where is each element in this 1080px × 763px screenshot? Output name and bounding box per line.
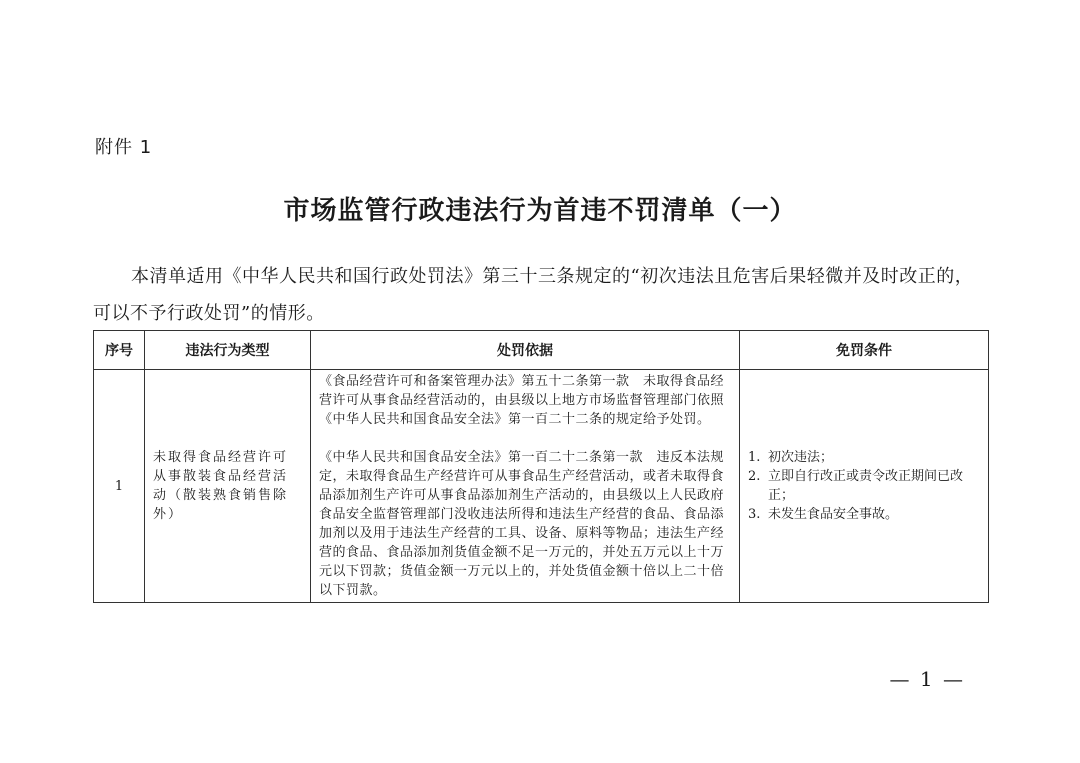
condition-item	[748, 467, 980, 505]
header-penalty-basis: 处罚依据	[311, 331, 740, 370]
page-number: — 1 —	[889, 667, 965, 691]
basis-paragraph: 《食品经营许可和备案管理办法》第五十二条第一款 未取得食品经营许可从事食品经营活动的，由县级以上地方市场监督管理部门依照《中华人民共和国食品安全法》第一百二十二条的规定给予处罚。	[319, 374, 725, 427]
cell-penalty-basis	[311, 370, 740, 603]
cell-violation-type: 未取得食品经营许可从事散装食品经营活动（散装熟食销售除外）	[145, 370, 311, 603]
header-serial-no: 序号	[94, 331, 145, 370]
condition-number: 2.	[748, 469, 761, 484]
condition-item	[748, 505, 980, 524]
condition-number: 1.	[748, 450, 761, 465]
document-title: 市场监管行政违法行为首违不罚清单（一）	[283, 196, 797, 226]
header-violation-type: 违法行为类型	[145, 331, 311, 370]
basis-paragraph: 《中华人民共和国食品安全法》第一百二十二条第一款 违反本法规定，未取得食品生产经营许可从事食品生产经营活动，或者未取得食品添加剂生产许可从事食品添加剂生产活动的，由县级以上人民政府食品安全监督管理部门没收违法所得和违法生产经营的食品、食品添加剂以及用于违法生产经营的工具、设备、原料等物品；违法生产经营的食品、食品添加剂货值金额不足一万元的，并处五万元以上十万元以下罚款；货值金额一万元以上的，并处货值金额十倍以上二十倍以下罚款。	[319, 450, 725, 598]
penalty-exemption-table	[93, 330, 989, 603]
condition-text: 未发生食品安全事故。	[768, 507, 899, 522]
table-row	[94, 370, 989, 603]
cell-exemption-conditions	[740, 370, 989, 603]
condition-text: 立即自行改正或责令改正期间已改正；	[768, 469, 964, 503]
table-header-row	[94, 331, 989, 370]
cell-serial-no: 1	[94, 370, 145, 603]
condition-number: 3.	[748, 507, 761, 522]
attachment-label: 附件 1	[95, 137, 153, 158]
header-exemption-conditions: 免罚条件	[740, 331, 989, 370]
intro-paragraph: 本清单适用《中华人民共和国行政处罚法》第三十三条规定的“初次违法且危害后果轻微并及时改正的，可以不予行政处罚”的情形。	[93, 266, 974, 324]
condition-item	[748, 448, 980, 467]
condition-text: 初次违法；	[768, 450, 834, 465]
